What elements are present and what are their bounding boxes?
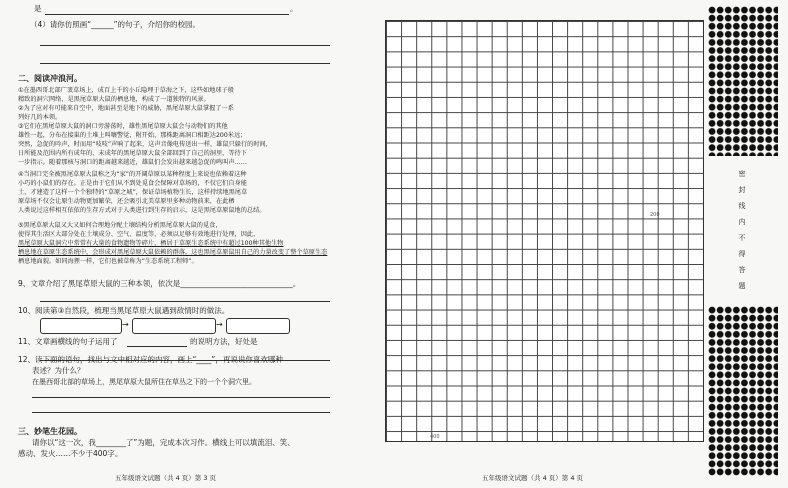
page-footer: 五年级语文试题（共 4 页）第 3 页 xyxy=(115,474,217,482)
seal-char: 封 xyxy=(738,186,746,194)
section-2-title: 二、阅读冲浪河。 xyxy=(18,74,82,83)
answer-line[interactable] xyxy=(40,45,330,46)
passage-line: 精致的洞穴网络，是黑尾草原大鼠的栖息地，构成了一道独特的风景。 xyxy=(18,96,210,103)
question-11-prefix: 11、文章画横线的句子运用了 xyxy=(18,337,118,346)
arrow-right-icon: → xyxy=(216,320,223,329)
passage-line: ③它们在黑尾草原大鼠的洞口旁游荡时，雄性黑尾草原大鼠会与动物们的其他 xyxy=(18,123,228,130)
answer-line[interactable] xyxy=(127,346,187,347)
page-footer: 五年级语文试题（共 4 页）第 4 页 xyxy=(482,474,584,482)
seal-char: 答 xyxy=(738,266,746,274)
seal-char: 内 xyxy=(738,218,746,226)
arrow-right-icon: → xyxy=(122,320,129,329)
passage-line: 小巧的小鼠们的存在。正是由于它们从不到处觅食会保障对草场的，不仅它们自身能 xyxy=(18,180,247,187)
question-12: 12、读下面的语句，找出与文中相对应的内容，画上“____”，再说说你喜欢哪种 xyxy=(18,355,283,364)
question-11-suffix: 的说明方法，好处是 xyxy=(190,337,258,346)
composition-grid[interactable] xyxy=(385,20,704,442)
passage-line: ②为了应对有可能来自空中，地面甚至是地下的威胁，黑尾草原大鼠掌握了一系 xyxy=(18,105,234,112)
flow-box-1[interactable] xyxy=(40,318,122,334)
grid-count-mark: 400 xyxy=(430,434,440,440)
binding-dot-pattern xyxy=(708,306,778,476)
flow-box-3[interactable] xyxy=(226,318,290,334)
passage-line: 突然，急促的吟声，时而用“吱吱”声响了起来，这声音像电传送出一样，雄鼠只躲行的时间， xyxy=(18,141,272,148)
seal-char: 不 xyxy=(738,234,746,242)
passage-line: 日所能及范围内所有成年的、未成年的黑尾草原大鼠全部回到了自己的洞里，等待下 xyxy=(18,150,247,157)
flow-box-2[interactable] xyxy=(132,318,216,334)
answer-line[interactable] xyxy=(32,412,330,413)
passage-line: 列好几的本领。 xyxy=(18,114,62,121)
seal-char: 密 xyxy=(738,170,746,178)
grid-count-mark: 200 xyxy=(650,212,660,218)
exam-page-3 xyxy=(0,0,372,488)
passage-line: 栖息地面貌。如同海狸一样，它们也被草称为“生态系统工程师”。 xyxy=(18,258,198,265)
answer-line[interactable] xyxy=(32,397,330,398)
passage-line-underlined: 黑尾草原大鼠洞穴中常常有大量的食物遗物等碎片，栖居于草原生态系统中有超过100种其他生物 xyxy=(18,240,284,247)
section-3-title: 三、妙笔生花园。 xyxy=(18,427,82,436)
seal-char: 线 xyxy=(738,202,746,210)
passage-line: 土，才建造了这样一个个独特的“草原之城”，保证草场植物生长，这样持续地黑尾草 xyxy=(18,189,248,196)
question-10: 10、阅读第③自然段，梳理当黑尾草原大鼠遇到敌情时的做法。 xyxy=(18,306,230,315)
passage-line: ⑤黑尾草原大鼠又大又如何合理地分配土壤结构分析黑尾草原大鼠的觅食， xyxy=(18,222,222,229)
question-top-suffix: 。 xyxy=(290,4,298,13)
question-9: 9、文章介绍了黑尾草原大鼠的三种本领，依次是______________________________。 xyxy=(18,279,301,288)
passage-line: 原草场不仅会让原生动物更加繁荣，还会吸引北美草原里多种动物前来，在此栖 xyxy=(18,198,235,205)
question-12-quote: 在墨西哥北部的草场上，黑尾草原大鼠所住在草丛之下的一个个洞穴里。 xyxy=(32,378,256,386)
question-4: （4）请你仿照画“______”的句子，介绍你的校园。 xyxy=(30,20,201,29)
answer-line[interactable] xyxy=(45,14,289,15)
passage-line: 雄性一起，分布在接巢的土堆上叫嚷警觉，附开始，那株距离洞口相距达200米远； xyxy=(18,132,247,139)
essay-prompt-2: 感动、发火……不少于400字。 xyxy=(18,449,123,458)
passage-line: 使得其生活区大部分处在土壤成分、空气、温度等，必须以足够有效地进行处理，因此， xyxy=(18,231,260,238)
passage-line: 一步指示。随着那核与洞口的距离越来越近，雄鼠们会发出越来越急促的鸣叫声…… xyxy=(18,159,247,166)
essay-prompt-1: 请你以“这一次，我________了”为题，完成本次习作。横线上可以填流泪、笑、 xyxy=(32,438,295,447)
seal-char: 题 xyxy=(738,282,746,290)
passage-line-underlined: 栖息地在草原生态系统中，会形成对黑尾草原大鼠依赖的群落，这也黑尾草原鼠用自己的力量改变了整个草原生态 xyxy=(18,249,328,256)
question-12-b: 表述？为什么？ xyxy=(32,366,85,375)
seal-char: 得 xyxy=(738,250,746,258)
answer-line[interactable] xyxy=(40,63,330,64)
question-top-prefix: 是 xyxy=(34,4,42,13)
binding-dot-pattern xyxy=(708,6,778,156)
answer-line[interactable] xyxy=(40,301,330,302)
passage-line: 人类说过这样相互依依的生存方式对于人类进行到生存的启示，这是黑尾草原鼠地的总结。 xyxy=(18,207,266,214)
passage-line: ①在墨西哥北部广袤草场上，成百上千的小丘隐埋于草海之下，这些如地球子般 xyxy=(18,87,234,94)
passage-line: ④当洞口完全被黑尾草原大鼠称之为“家”的开阔草原以某种程度上来说也依赖着这种 xyxy=(18,171,247,178)
